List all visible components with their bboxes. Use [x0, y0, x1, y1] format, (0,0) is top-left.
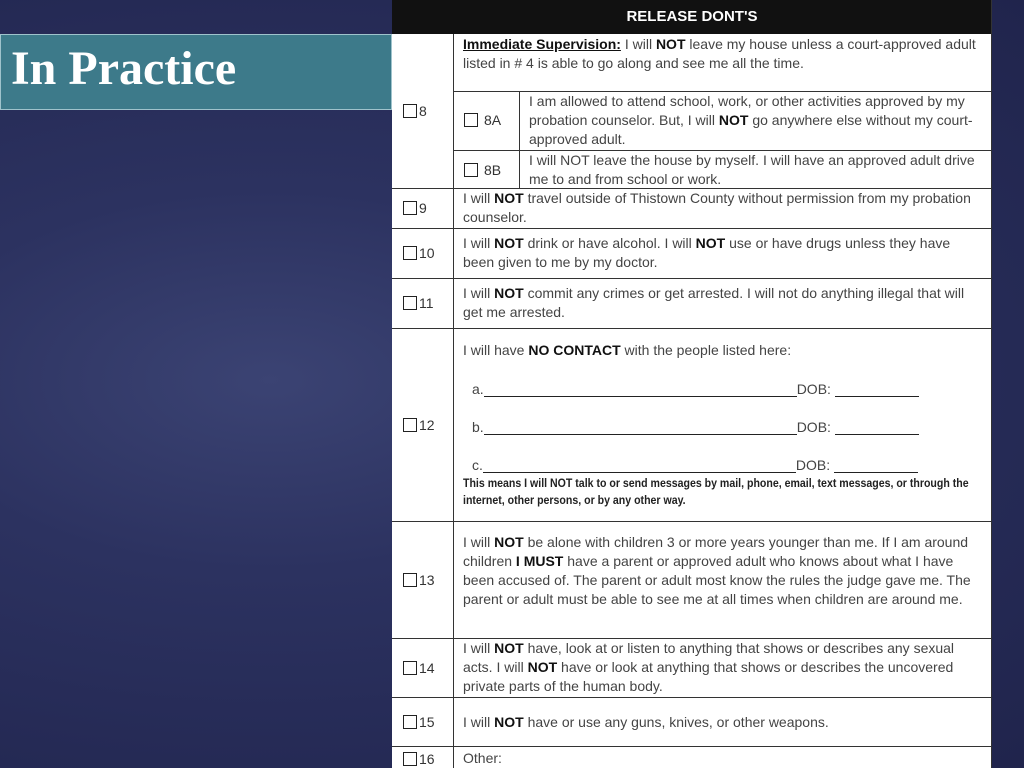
row-15: 15 I will NOT have or use any guns, knives, or other weapons.: [392, 698, 991, 747]
checkbox-10[interactable]: [403, 246, 417, 260]
checkbox-13[interactable]: [403, 573, 417, 587]
name-field-a[interactable]: [484, 382, 797, 397]
contact-line-c: c. DOB:: [472, 457, 918, 473]
checkbox-8b[interactable]: [464, 163, 478, 177]
row-10: 10 I will NOT drink or have alcohol. I will NOT use or have drugs unless they have been given to me by my doctor.: [392, 229, 991, 279]
checkbox-14[interactable]: [403, 661, 417, 675]
row-13-text: I will NOT be alone with children 3 or more years younger than me. If I am around children I MUST have a parent or approved adult who knows about what I have been accused of. The parent or adult most know the rules the judge gave me. The parent or adult must be able to see me at all times when children are around me.: [463, 534, 971, 607]
name-field-b[interactable]: [484, 420, 797, 435]
slide-title: In Practice: [11, 42, 237, 95]
name-field-c[interactable]: [483, 458, 796, 473]
dob-field-a[interactable]: [835, 382, 919, 397]
dob-field-c[interactable]: [834, 458, 918, 473]
row-14: 14 I will NOT have, look at or listen to anything that shows or describes any sexual acts. I will NOT have or look at anything that shows or describes the uncovered private parts of the human body.: [392, 639, 991, 698]
row-8: [392, 34, 991, 189]
contact-line-b: b. DOB:: [472, 419, 919, 435]
row-8-text: Immediate Supervision: I will NOT leave my house unless a court-approved adult listed in # 4 is able to go along and see me all the time.: [463, 36, 976, 71]
row-15-text: I will NOT have or use any guns, knives, or other weapons.: [463, 714, 829, 730]
row-13: 13 I will NOT be alone with children 3 or more years younger than me. If I am around children I MUST have a parent or approved adult who knows about what I have been accused of. The parent or adult most know the rules the judge gave me. The parent or adult must be able to see me at all times when children are around me.: [392, 522, 991, 639]
no-contact-note: This means I will NOT talk to or send messages by mail, phone, email, text messages, or through the internet, other persons, or by any other way.: [463, 478, 969, 507]
row-number-cell: [392, 34, 454, 188]
row-8a-number-cell: 8A: [454, 92, 520, 150]
checkbox-12[interactable]: [403, 418, 417, 432]
row-10-text: I will NOT drink or have alcohol. I will NOT use or have drugs unless they have been given to me by my doctor.: [463, 235, 951, 270]
row-8b: [454, 150, 991, 189]
row-8a-text: I am allowed to attend school, work, or other activities approved by my probation counselor. But, I will NOT go anywhere else without my court-approved adult.: [529, 93, 973, 147]
row-8a: [454, 91, 991, 150]
lead-label: Immediate Supervision:: [463, 36, 621, 52]
checkbox-16[interactable]: [403, 752, 417, 766]
row-16: 16 Other:: [392, 747, 991, 768]
row-12-intro: I will have NO CONTACT with the people listed here:: [463, 342, 792, 358]
checkbox-9[interactable]: [403, 201, 417, 215]
release-donts-form: [392, 0, 992, 768]
checkbox-8a[interactable]: [464, 113, 478, 127]
contact-line-a: a. DOB:: [472, 381, 919, 397]
row-9: 9 I will NOT travel outside of Thistown County without permission from my probation counselor.: [392, 189, 991, 229]
row-number: 8: [419, 103, 427, 119]
dob-field-b[interactable]: [835, 420, 919, 435]
checkbox-15[interactable]: [403, 715, 417, 729]
checkbox-8[interactable]: [403, 104, 417, 118]
row-8b-text: I will NOT leave the house by myself. I will have an approved adult drive me to and from school or work.: [529, 152, 975, 187]
row-9-text: I will NOT travel outside of Thistown County without permission from my probation counselor.: [463, 190, 971, 225]
form-border: [991, 0, 992, 768]
row-11: 11 I will NOT commit any crimes or get arrested. I will not do anything illegal that will get me arrested.: [392, 279, 991, 329]
form-header: RELEASE DONT'S: [392, 0, 992, 34]
slide-title-box: [0, 34, 392, 110]
row-11-text: I will NOT commit any crimes or get arrested. I will not do anything illegal that will get me arrested.: [463, 285, 965, 320]
row-12: 12 I will have NO CONTACT with the people listed here: a. DOB: b. DOB: c. DOB: This means I will NOT talk to or send messages by mail, phone, email, text messages, or through the internet, other persons, or by any other way.: [392, 329, 991, 522]
row-8b-number-cell: 8B: [454, 151, 520, 189]
row-16-other-label: Other:: [463, 750, 502, 766]
row-14-text: I will NOT have, look at or listen to anything that shows or describes any sexual acts. I will NOT have or look at anything that shows or describes the uncovered private parts of the human body.: [463, 640, 955, 694]
checkbox-11[interactable]: [403, 296, 417, 310]
